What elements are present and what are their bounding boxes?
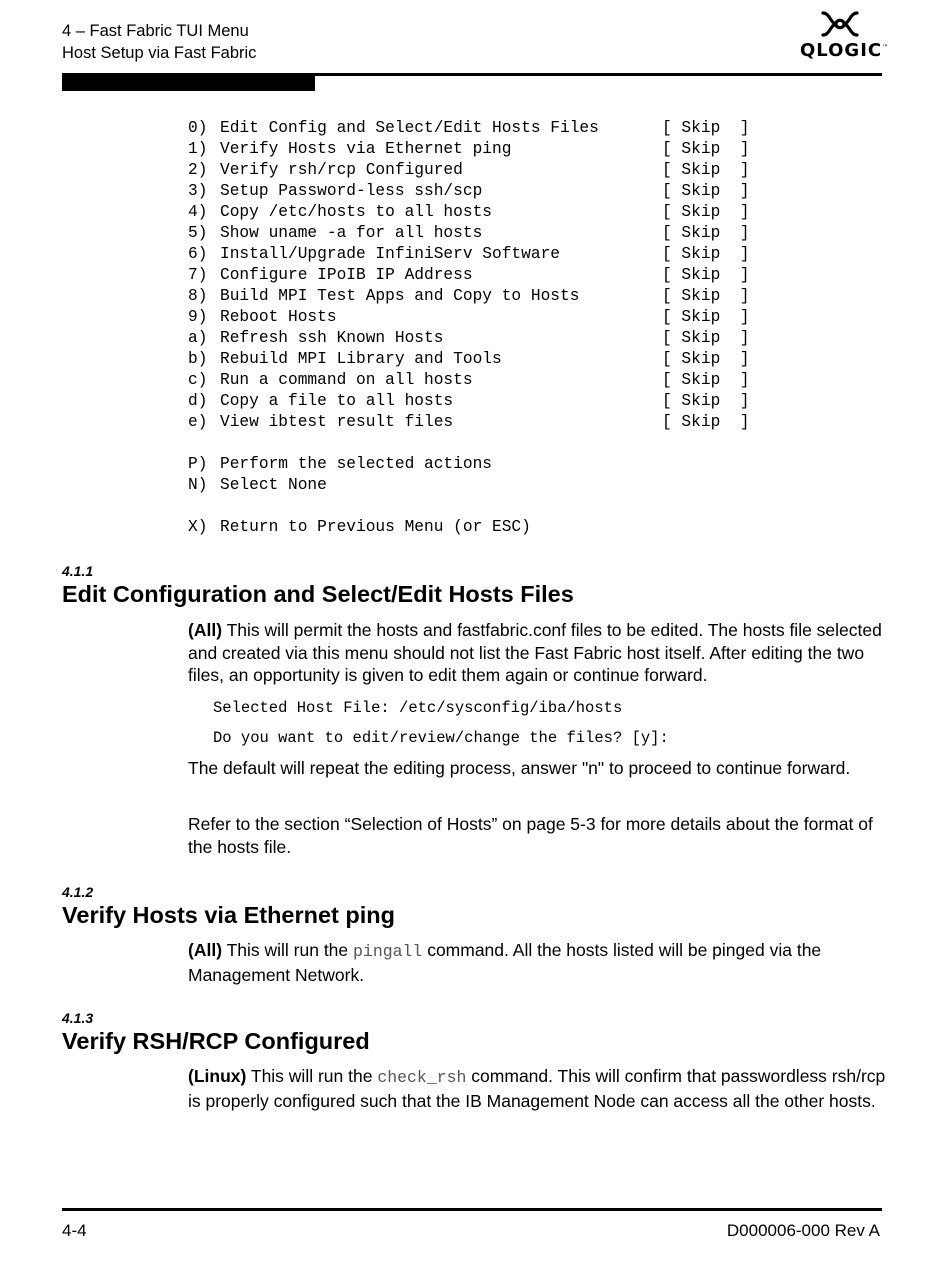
paragraph-verify-hosts	[188, 939, 888, 986]
menu-item[interactable]	[188, 475, 599, 496]
code-edit-prompt: Do you want to edit/review/change the files? [y]:	[213, 729, 669, 747]
menu-item-key: P)	[188, 455, 208, 473]
menu-item-status[interactable]: [ Skip ]	[662, 287, 750, 305]
menu-item-key: 2)	[188, 161, 208, 179]
paragraph-text: This will run the	[246, 1066, 378, 1086]
menu-item[interactable]	[188, 370, 750, 391]
menu-item[interactable]	[188, 160, 750, 181]
menu-item-label: Install/Upgrade InfiniServ Software	[220, 245, 560, 263]
menu-item[interactable]	[188, 517, 599, 538]
menu-item-status[interactable]: [ Skip ]	[662, 224, 750, 242]
platform-tag: (All)	[188, 940, 223, 960]
menu-item-key: c)	[188, 371, 208, 389]
menu-item-status[interactable]: [ Skip ]	[662, 119, 750, 137]
menu-item[interactable]	[188, 412, 750, 433]
menu-item-key: 1)	[188, 140, 208, 158]
paragraph-text: command. All the hosts listed will be pinged via the Management Network.	[188, 940, 822, 985]
menu-item-key: 8)	[188, 287, 208, 305]
inline-code-pingall: pingall	[353, 942, 423, 961]
menu-item-key: N)	[188, 476, 208, 494]
menu-item-label: View ibtest result files	[220, 413, 454, 431]
code-selected-host-file: Selected Host File: /etc/sysconfig/iba/hosts	[213, 699, 623, 717]
menu-item[interactable]	[188, 244, 750, 265]
menu-item-status[interactable]: [ Skip ]	[662, 413, 750, 431]
menu-item-label: Rebuild MPI Library and Tools	[220, 350, 502, 368]
menu-item[interactable]	[188, 265, 750, 286]
paragraph-text: This will run the	[222, 940, 354, 960]
section-heading-verify-rsh: Verify RSH/RCP Configured	[62, 1028, 370, 1054]
header-accent-bar	[62, 76, 315, 91]
menu-item-status[interactable]: [ Skip ]	[662, 203, 750, 221]
menu-item-label: Verify rsh/rcp Configured	[220, 161, 463, 179]
menu-item-key: 6)	[188, 245, 208, 263]
menu-item-label: Perform the selected actions	[220, 455, 492, 473]
inline-code-check-rsh: check_rsh	[377, 1068, 467, 1087]
menu-item-key: 9)	[188, 308, 208, 326]
menu-item-key: a)	[188, 329, 208, 347]
menu-item-key: e)	[188, 413, 208, 431]
menu-item-key: 3)	[188, 182, 208, 200]
menu-item-label: Configure IPoIB IP Address	[220, 266, 473, 284]
menu-item-key: X)	[188, 518, 208, 536]
menu-item-status[interactable]: [ Skip ]	[662, 350, 750, 368]
menu-item-key: 7)	[188, 266, 208, 284]
menu-item[interactable]	[188, 181, 750, 202]
menu-item-status[interactable]: [ Skip ]	[662, 266, 750, 284]
menu-item-status[interactable]: [ Skip ]	[662, 329, 750, 347]
menu-item[interactable]	[188, 118, 750, 139]
menu-item[interactable]	[188, 328, 750, 349]
menu-item-label: Refresh ssh Known Hosts	[220, 329, 444, 347]
menu-item-label: Verify Hosts via Ethernet ping	[220, 140, 512, 158]
page-number: 4-4	[62, 1221, 87, 1240]
menu-spacer	[188, 433, 599, 454]
menu-item-label: Run a command on all hosts	[220, 371, 473, 389]
platform-tag: (Linux)	[188, 1066, 247, 1086]
menu-item[interactable]	[188, 391, 750, 412]
menu-item-key: 4)	[188, 203, 208, 221]
menu-item-key: 5)	[188, 224, 208, 242]
footer-rule	[62, 1208, 882, 1211]
section-title-header: Host Setup via Fast Fabric	[62, 44, 257, 62]
logo-trademark: ™	[882, 44, 890, 51]
menu-item-status[interactable]: [ Skip ]	[662, 140, 750, 158]
menu-item-label: Copy a file to all hosts	[220, 392, 454, 410]
menu-item-label: Build MPI Test Apps and Copy to Hosts	[220, 287, 580, 305]
menu-spacer	[188, 496, 599, 517]
menu-item-status[interactable]: [ Skip ]	[662, 371, 750, 389]
paragraph-default-behavior: The default will repeat the editing process, answer "n" to proceed to continue forward.	[188, 758, 851, 778]
menu-item[interactable]	[188, 202, 750, 223]
menu-item-status[interactable]: [ Skip ]	[662, 182, 750, 200]
qlogic-wordmark	[800, 38, 890, 61]
paragraph-text: This will permit the hosts and fastfabric.conf files to be edited. The hosts file selected and created via this menu should not list the Fast Fabric host itself. After editing the two files, an opportunity is given to edit them again or continue forward.	[188, 620, 882, 685]
menu-item-label: Reboot Hosts	[220, 308, 337, 326]
menu-item[interactable]	[188, 307, 750, 328]
menu-item[interactable]	[188, 286, 750, 307]
menu-item-label: Copy /etc/hosts to all hosts	[220, 203, 492, 221]
menu-item[interactable]	[188, 139, 750, 160]
menu-item-key: 0)	[188, 119, 208, 137]
qlogic-logo	[800, 10, 890, 68]
section-number-4-1-1: 4.1.1	[62, 563, 94, 579]
menu-item-status[interactable]: [ Skip ]	[662, 161, 750, 179]
platform-tag: (All)	[188, 620, 223, 640]
menu-item-key: d)	[188, 392, 208, 410]
paragraph-edit-config	[188, 619, 888, 687]
menu-item-status[interactable]: [ Skip ]	[662, 392, 750, 410]
paragraph-text: command. This will confirm that passwordless rsh/rcp is properly configured such that the IB Management Node can access all the other hosts.	[188, 1066, 886, 1111]
section-number-4-1-2: 4.1.2	[62, 884, 94, 900]
paragraph-hosts-reference: Refer to the section “Selection of Hosts” on page 5-3 for more details about the format of the hosts file.	[188, 814, 873, 857]
menu-item-label: Return to Previous Menu (or ESC)	[220, 518, 531, 536]
section-heading-verify-hosts: Verify Hosts via Ethernet ping	[62, 902, 396, 928]
menu-item-label: Select None	[220, 476, 327, 494]
menu-item-label: Edit Config and Select/Edit Hosts Files	[220, 119, 599, 137]
menu-item-status[interactable]: [ Skip ]	[662, 308, 750, 326]
tui-menu	[188, 118, 750, 538]
menu-item-key: b)	[188, 350, 208, 368]
menu-item[interactable]	[188, 349, 750, 370]
logo-text: QLOGIC	[800, 40, 883, 61]
chapter-title: 4 – Fast Fabric TUI Menu	[62, 22, 249, 40]
qlogic-logo-icon	[819, 10, 861, 38]
section-heading-edit-config: Edit Configuration and Select/Edit Hosts Files	[62, 581, 574, 607]
document-id: D000006-000 Rev A	[726, 1221, 880, 1240]
menu-item-status[interactable]: [ Skip ]	[662, 245, 750, 263]
menu-item[interactable]	[188, 223, 750, 244]
menu-item-label: Show uname -a for all hosts	[220, 224, 483, 242]
running-header	[62, 20, 256, 64]
paragraph-verify-rsh	[188, 1065, 888, 1112]
menu-item-label: Setup Password-less ssh/scp	[220, 182, 483, 200]
section-number-4-1-3: 4.1.3	[62, 1010, 94, 1026]
menu-item[interactable]	[188, 454, 599, 475]
